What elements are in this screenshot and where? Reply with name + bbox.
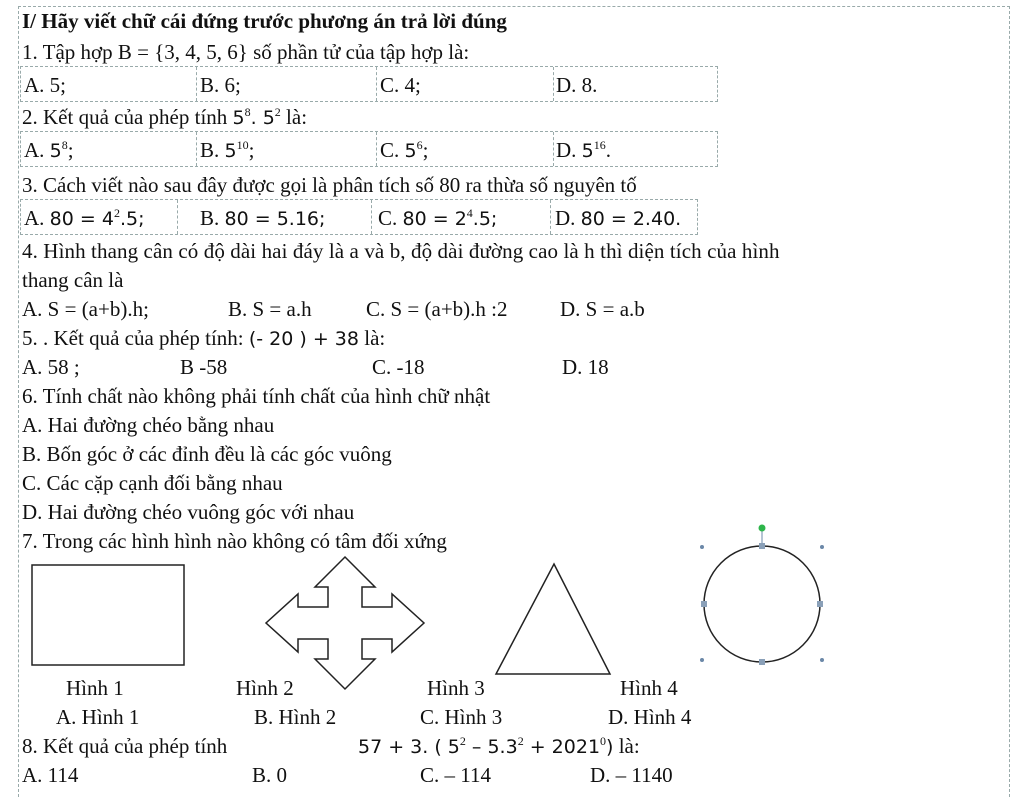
q1-option-d[interactable]: D. 8. bbox=[556, 73, 598, 97]
figure-circle bbox=[694, 520, 834, 670]
figure-triangle bbox=[492, 560, 616, 678]
figure-label-3: Hình 3 bbox=[427, 676, 485, 700]
q1-option-c[interactable]: C. 4; bbox=[380, 73, 421, 97]
question-4-line2: thang cân là bbox=[22, 268, 124, 292]
question-1: 1. Tập hợp B = {3, 4, 5, 6} số phần tử của tập hợp là: bbox=[22, 40, 470, 64]
figure-four-way-arrow bbox=[260, 553, 430, 693]
q3-option-b[interactable]: B. 80 = 5.16; bbox=[200, 206, 326, 230]
question-5: 5. . Kết quả của phép tính: (- 20 ) + 38 là: bbox=[22, 326, 386, 350]
q3-option-c[interactable]: C. $80 = 2^4.5$; bbox=[378, 206, 498, 230]
q7-option-c[interactable]: C. Hình 3 bbox=[420, 705, 503, 729]
figure-rectangle bbox=[28, 563, 188, 669]
q1-options-row bbox=[20, 66, 718, 102]
q8-option-c[interactable]: C. – 114 bbox=[420, 763, 491, 787]
question-3: 3. Cách viết nào sau đây được gọi là phân tích số 80 ra thừa số nguyên tố bbox=[22, 173, 637, 197]
q4-option-c[interactable]: C. S = (a+b).h :2 bbox=[366, 297, 508, 321]
q3-option-a[interactable]: A. $80 = 4^2.5$; bbox=[24, 206, 145, 230]
q7-option-a[interactable]: A. Hình 1 bbox=[56, 705, 140, 729]
q8-option-a[interactable]: A. 114 bbox=[22, 763, 79, 787]
q5-option-b[interactable]: B -58 bbox=[180, 355, 228, 379]
question-4-line1: 4. Hình thang cân có độ dài hai đáy là a và b, độ dài đường cao là h thì diện tích của hình bbox=[22, 239, 780, 263]
q2-option-a[interactable]: A. $5^8$; bbox=[24, 138, 74, 162]
q2-option-d[interactable]: D. $5^{16}$. bbox=[556, 138, 612, 162]
question-7: 7. Trong các hình hình nào không có tâm đối xứng bbox=[22, 529, 447, 553]
q6-option-a[interactable]: A. Hai đường chéo bằng nhau bbox=[22, 413, 275, 437]
q6-option-b[interactable]: B. Bốn góc ở các đỉnh đều là các góc vuông bbox=[22, 442, 392, 466]
q4-option-d[interactable]: D. S = a.b bbox=[560, 297, 645, 321]
q3-option-d[interactable]: D. 80 = 2.40. bbox=[555, 206, 682, 230]
q8-expression: 57 + 3. ( $5^2 - 5.3^2 + 2021^0$) là: bbox=[358, 734, 640, 758]
q5-option-a[interactable]: A. 58 ; bbox=[22, 355, 80, 379]
figure-label-2: Hình 2 bbox=[236, 676, 294, 700]
q2-option-c[interactable]: C. $5^6$; bbox=[380, 138, 429, 162]
figure-label-1: Hình 1 bbox=[66, 676, 124, 700]
q2-options-row bbox=[20, 131, 718, 167]
question-2: 2. Kết quả của phép tính $5^8$. $5^2$ là: bbox=[22, 105, 308, 129]
q4-option-b[interactable]: B. S = a.h bbox=[228, 297, 312, 321]
q8-option-b[interactable]: B. 0 bbox=[252, 763, 288, 787]
q7-option-b[interactable]: B. Hình 2 bbox=[254, 705, 337, 729]
q8-option-d[interactable]: D. – 1140 bbox=[590, 763, 673, 787]
q1-option-b[interactable]: B. 6; bbox=[200, 73, 241, 97]
q5-option-d[interactable]: D. 18 bbox=[562, 355, 609, 379]
q6-option-c[interactable]: C. Các cặp cạnh đối bằng nhau bbox=[22, 471, 283, 495]
q4-option-a[interactable]: A. S = (a+b).h; bbox=[22, 297, 149, 321]
q7-option-d[interactable]: D. Hình 4 bbox=[608, 705, 692, 729]
figure-label-4: Hình 4 bbox=[620, 676, 678, 700]
question-6: 6. Tính chất nào không phải tính chất của hình chữ nhật bbox=[22, 384, 491, 408]
section-title: I/ Hãy viết chữ cái đứng trước phương án trả lời đúng bbox=[22, 9, 507, 33]
q5-option-c[interactable]: C. -18 bbox=[372, 355, 425, 379]
question-8: 8. Kết quả của phép tính bbox=[22, 734, 228, 758]
q2-option-b[interactable]: B. $5^{10}$; bbox=[200, 138, 255, 162]
q6-option-d[interactable]: D. Hai đường chéo vuông góc với nhau bbox=[22, 500, 355, 524]
q1-option-a[interactable]: A. 5; bbox=[24, 73, 66, 97]
